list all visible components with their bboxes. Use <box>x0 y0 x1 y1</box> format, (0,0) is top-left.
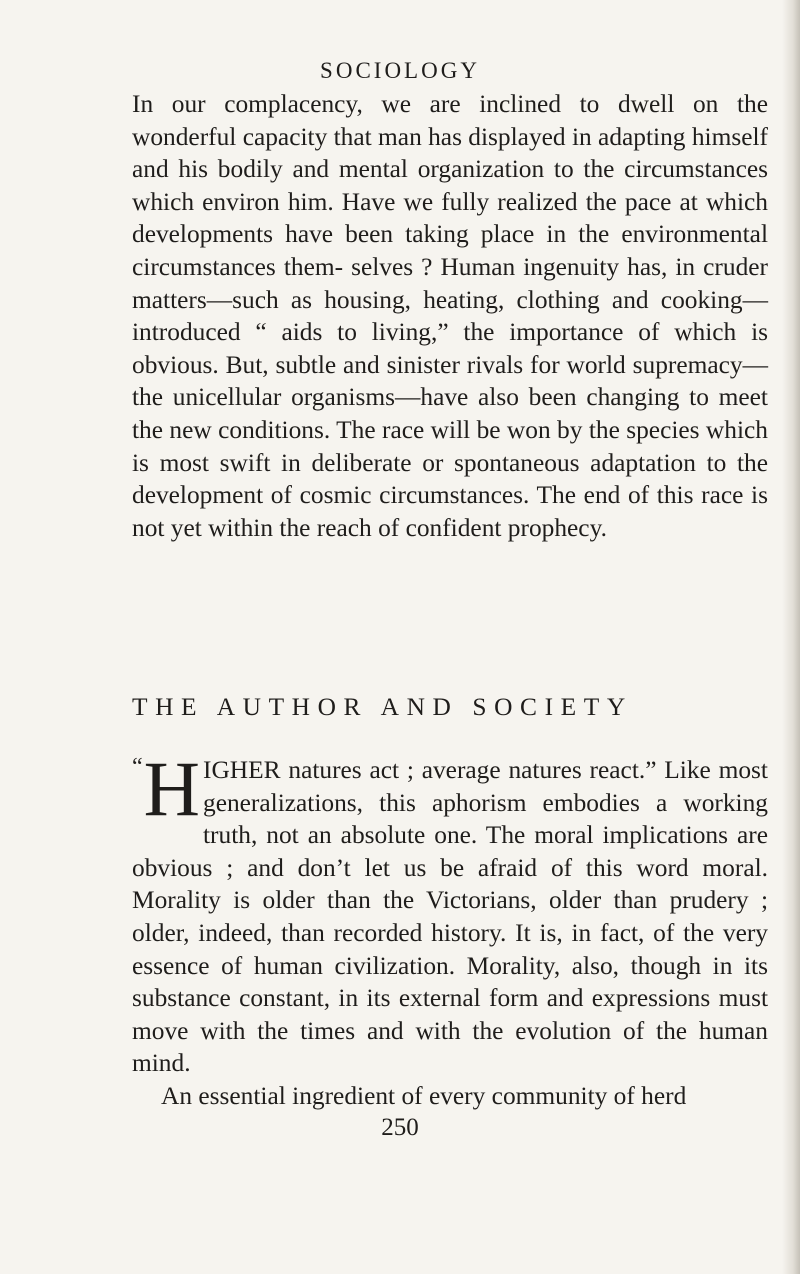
section-body <box>132 745 768 1143</box>
body-paragraph-3: An essential ingredient of every community of herd <box>161 1081 687 1110</box>
opening-quote-mark: “ <box>132 754 143 780</box>
body-paragraph-2 <box>132 745 768 1080</box>
running-head: SOCIOLOGY <box>320 58 480 83</box>
page-number: 250 <box>381 1113 419 1141</box>
section-heading: THE AUTHOR AND SOCIETY <box>132 693 633 721</box>
page-edge-shadow <box>782 0 800 1274</box>
body-paragraph-1 <box>132 88 768 544</box>
paragraph-text: IGHER natures act ; average natures react.” Like most generalizations, this aphorism embodies a working truth, not an absolute one. The moral implications are obvious ; and don’t let us be afraid of this word moral. Morality is older than the Victorians, older than prudery ; older, indeed, than recorded history. It is, in fact, of the very essence of human civilization. Morality, also, though in its substance constant, in its external form and expressions must move with the times and with the evolution of the human mind. <box>132 756 768 1078</box>
drop-cap: H <box>143 745 200 832</box>
paragraph-text: In our complacency, we are inclined to dwell on the wonderful capacity that man has displayed in adapting himself and his bodily and mental organization to the circumstances which environ him. Have we fully realized the pace at which developments have been taking place in the environmental circumstances them- selves ? Human ingenuity has, in cruder matters—such as housing, heating, clothing and cooking—introduced “ aids to living,” the importance of which is obvious. But, subtle and sinister rivals for world supremacy—the unicellular organisms—have also been changing to meet the new conditions. The race will be won by the species which is most swift in deliberate or spontaneous adaptation to the development of cosmic circumstances. The end of this race is not yet within the reach of confident prophecy. <box>132 90 768 542</box>
